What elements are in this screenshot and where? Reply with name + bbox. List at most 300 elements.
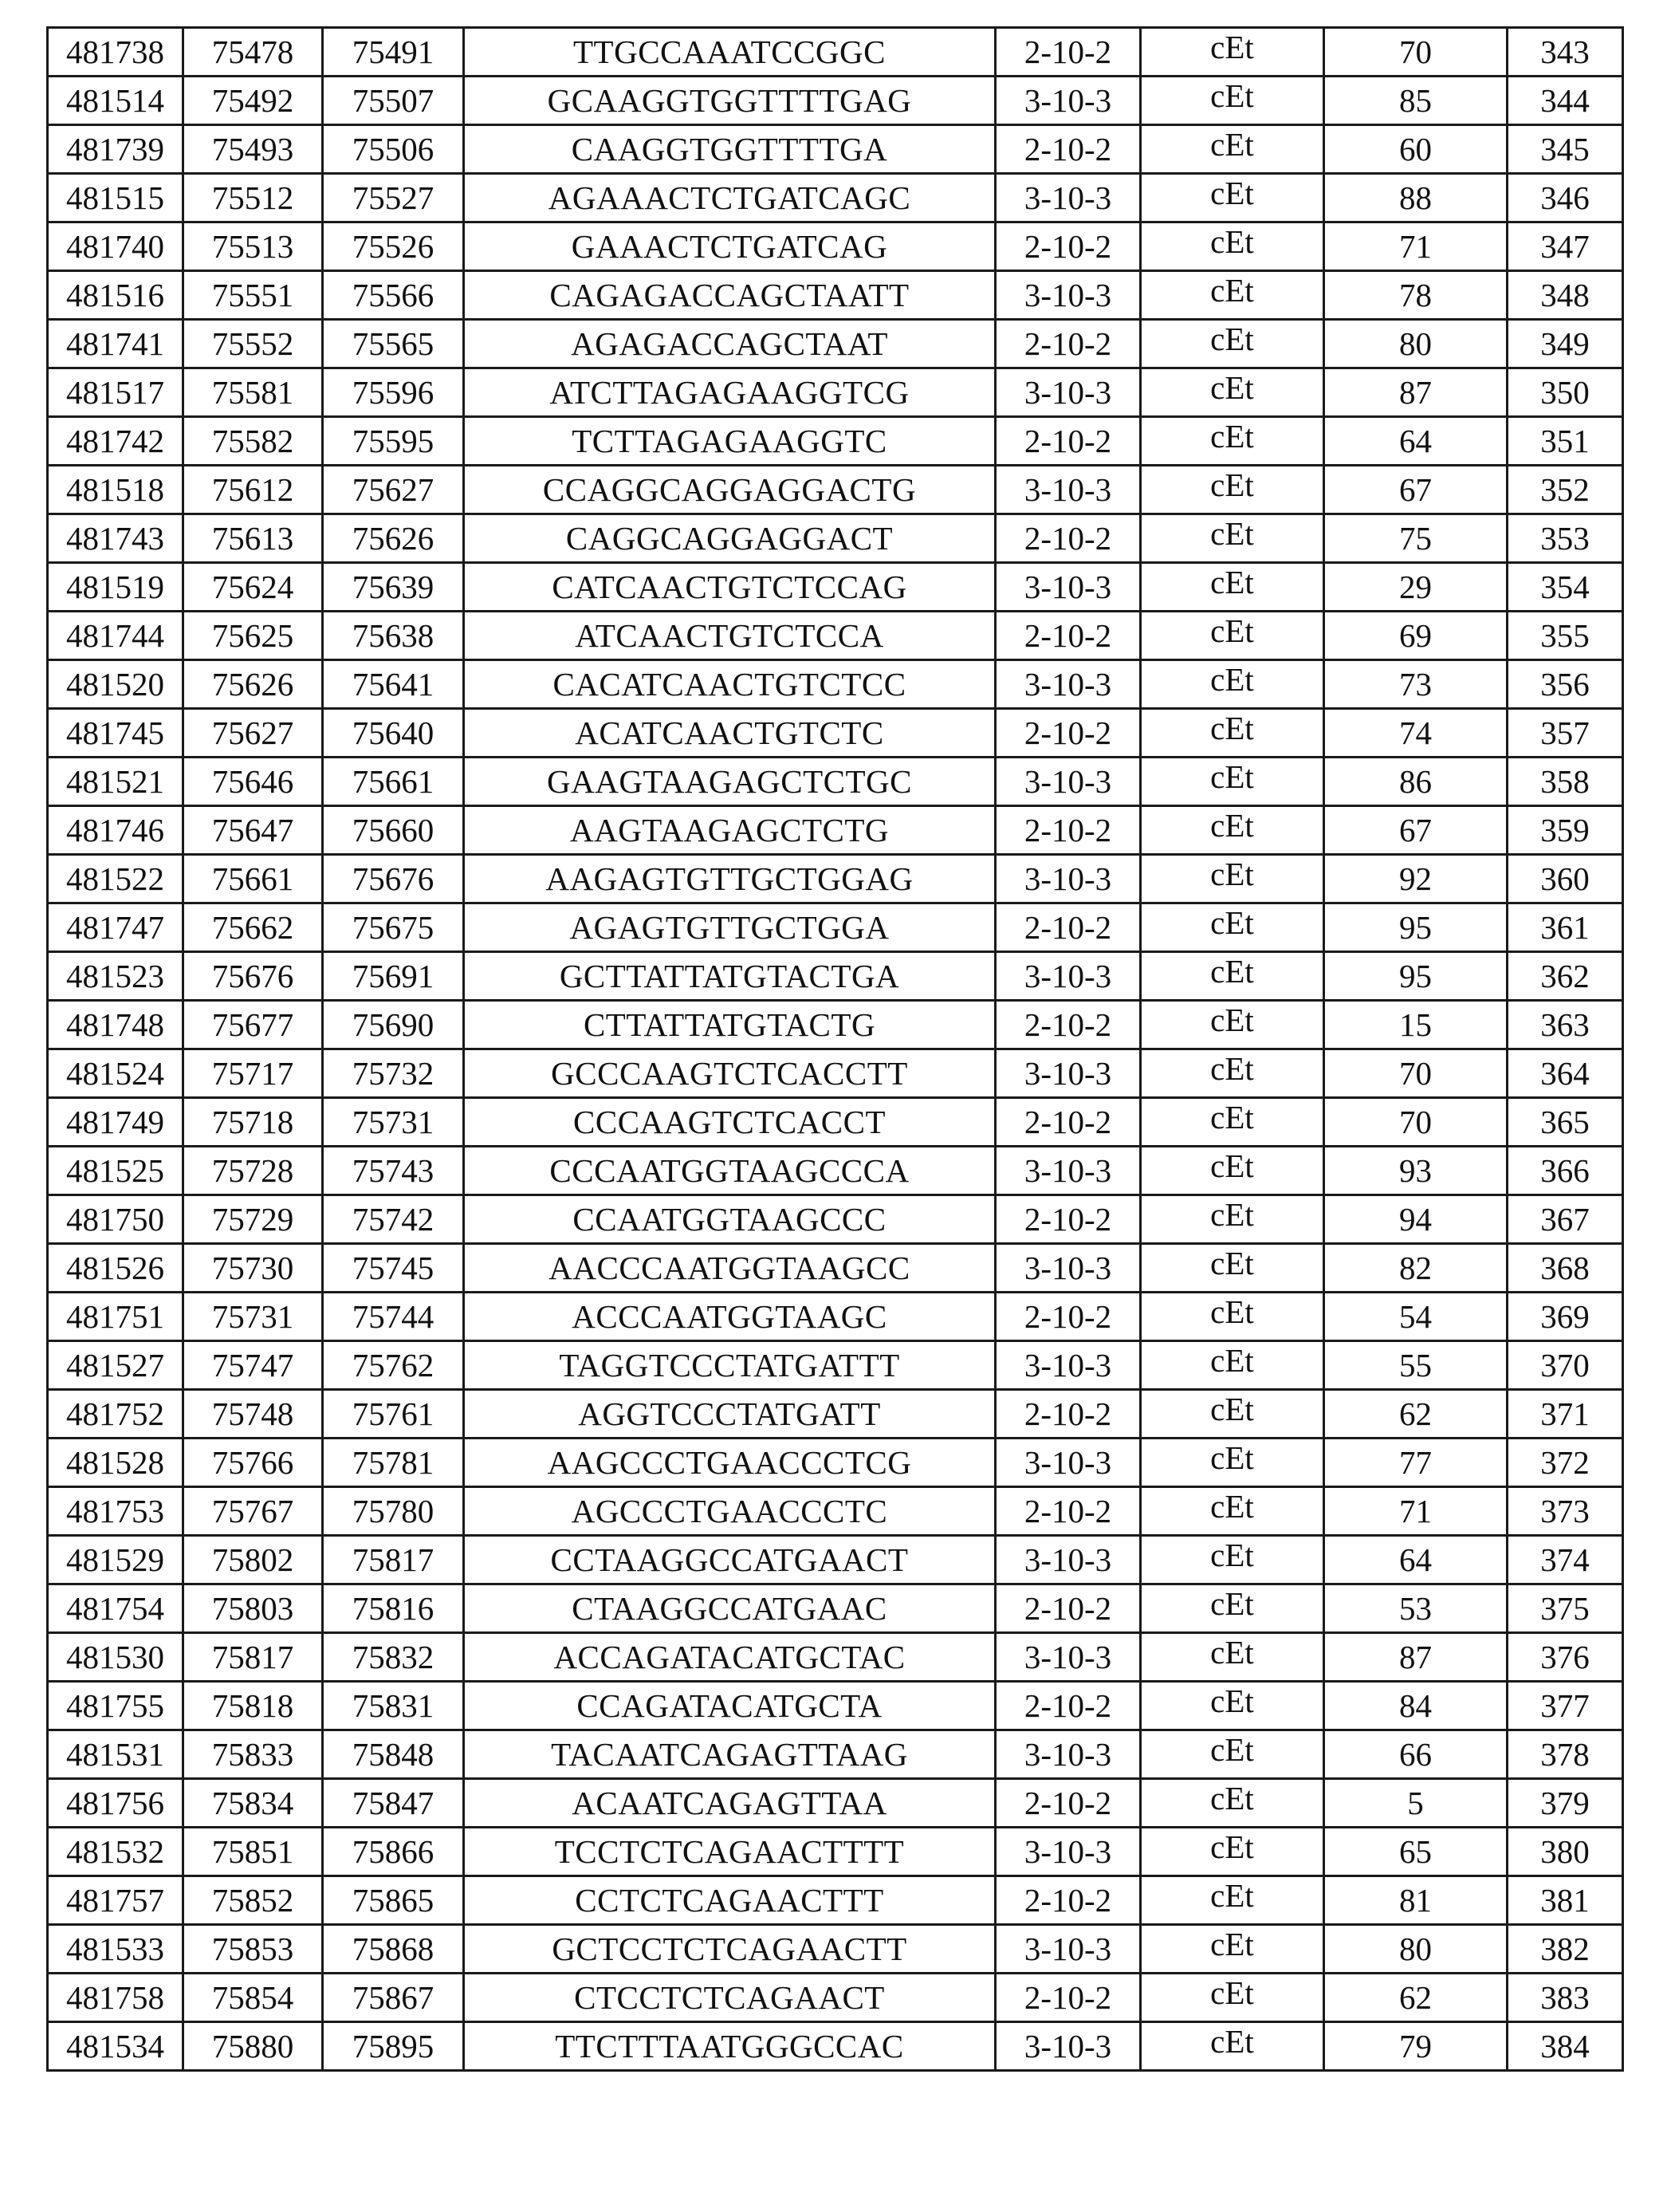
sequence-cell: TCTTAGAGAAGGTC <box>464 417 996 466</box>
chemistry-cell: cEt <box>1141 758 1324 806</box>
isis-no-cell: 481753 <box>48 1487 183 1536</box>
inhibition-cell: 64 <box>1324 417 1508 466</box>
sequence-cell: CAGGCAGGAGGACT <box>464 514 996 563</box>
chemistry-cell: cEt <box>1141 660 1324 709</box>
stop-site-cell: 75641 <box>323 660 464 709</box>
seq-id-cell: 362 <box>1508 952 1623 1001</box>
table-row <box>48 1341 1623 1390</box>
sequence-cell: CTTATTATGTACTG <box>464 1001 996 1049</box>
isis-no-cell: 481752 <box>48 1390 183 1439</box>
chemistry-cell: cEt <box>1141 1049 1324 1098</box>
start-site-cell: 75581 <box>183 368 323 417</box>
stop-site-cell: 75639 <box>323 563 464 612</box>
oligo-table <box>46 26 1624 2072</box>
start-site-cell: 75582 <box>183 417 323 466</box>
seq-id-cell: 373 <box>1508 1487 1623 1536</box>
table-row <box>48 1876 1623 1925</box>
motif-cell: 3-10-3 <box>996 466 1141 514</box>
chemistry-cell: cEt <box>1141 1536 1324 1584</box>
table-row <box>48 1487 1623 1536</box>
stop-site-cell: 75761 <box>323 1390 464 1439</box>
start-site-cell: 75647 <box>183 806 323 855</box>
motif-cell: 3-10-3 <box>996 1244 1141 1293</box>
stop-site-cell: 75895 <box>323 2022 464 2071</box>
sequence-cell: ACAATCAGAGTTAA <box>464 1779 996 1828</box>
motif-cell: 3-10-3 <box>996 1049 1141 1098</box>
chemistry-cell: cEt <box>1141 1195 1324 1244</box>
table-row <box>48 1974 1623 2022</box>
start-site-cell: 75717 <box>183 1049 323 1098</box>
stop-site-cell: 75640 <box>323 709 464 758</box>
inhibition-cell: 53 <box>1324 1584 1508 1633</box>
sequence-cell: AAGAGTGTTGCTGGAG <box>464 855 996 903</box>
start-site-cell: 75661 <box>183 855 323 903</box>
stop-site-cell: 75527 <box>323 174 464 222</box>
sequence-cell: GCCCAAGTCTCACCTT <box>464 1049 996 1098</box>
isis-no-cell: 481514 <box>48 77 183 125</box>
motif-cell: 2-10-2 <box>996 1001 1141 1049</box>
sequence-cell: ACATCAACTGTCTC <box>464 709 996 758</box>
isis-no-cell: 481740 <box>48 222 183 271</box>
isis-no-cell: 481746 <box>48 806 183 855</box>
table-row <box>48 174 1623 222</box>
start-site-cell: 75766 <box>183 1439 323 1487</box>
chemistry-cell: cEt <box>1141 1974 1324 2022</box>
motif-cell: 3-10-3 <box>996 1439 1141 1487</box>
sequence-cell: AACCCAATGGTAAGCC <box>464 1244 996 1293</box>
sequence-cell: ACCCAATGGTAAGC <box>464 1293 996 1341</box>
inhibition-cell: 86 <box>1324 758 1508 806</box>
chemistry-cell: cEt <box>1141 222 1324 271</box>
motif-cell: 3-10-3 <box>996 1633 1141 1682</box>
start-site-cell: 75625 <box>183 612 323 660</box>
inhibition-cell: 78 <box>1324 271 1508 320</box>
motif-cell: 3-10-3 <box>996 368 1141 417</box>
start-site-cell: 75512 <box>183 174 323 222</box>
inhibition-cell: 80 <box>1324 320 1508 368</box>
table-row <box>48 952 1623 1001</box>
seq-id-cell: 345 <box>1508 125 1623 174</box>
table-row <box>48 806 1623 855</box>
start-site-cell: 75767 <box>183 1487 323 1536</box>
motif-cell: 2-10-2 <box>996 417 1141 466</box>
start-site-cell: 75552 <box>183 320 323 368</box>
table-row <box>48 1244 1623 1293</box>
table-row <box>48 222 1623 271</box>
isis-no-cell: 481743 <box>48 514 183 563</box>
chemistry-cell: cEt <box>1141 2022 1324 2071</box>
seq-id-cell: 365 <box>1508 1098 1623 1147</box>
start-site-cell: 75492 <box>183 77 323 125</box>
motif-cell: 2-10-2 <box>996 1584 1141 1633</box>
chemistry-cell: cEt <box>1141 77 1324 125</box>
table-row <box>48 1584 1623 1633</box>
table-row <box>48 1390 1623 1439</box>
isis-no-cell: 481747 <box>48 903 183 952</box>
seq-id-cell: 356 <box>1508 660 1623 709</box>
table-body <box>48 28 1623 2071</box>
inhibition-cell: 5 <box>1324 1779 1508 1828</box>
chemistry-cell: cEt <box>1141 466 1324 514</box>
sequence-cell: AGAAACTCTGATCAGC <box>464 174 996 222</box>
isis-no-cell: 481532 <box>48 1828 183 1876</box>
chemistry-cell: cEt <box>1141 320 1324 368</box>
motif-cell: 3-10-3 <box>996 2022 1141 2071</box>
inhibition-cell: 62 <box>1324 1974 1508 2022</box>
inhibition-cell: 66 <box>1324 1730 1508 1779</box>
chemistry-cell: cEt <box>1141 1098 1324 1147</box>
isis-no-cell: 481738 <box>48 28 183 77</box>
motif-cell: 2-10-2 <box>996 1390 1141 1439</box>
table-row <box>48 1049 1623 1098</box>
isis-no-cell: 481516 <box>48 271 183 320</box>
seq-id-cell: 377 <box>1508 1682 1623 1730</box>
motif-cell: 2-10-2 <box>996 28 1141 77</box>
start-site-cell: 75626 <box>183 660 323 709</box>
stop-site-cell: 75675 <box>323 903 464 952</box>
motif-cell: 3-10-3 <box>996 1828 1141 1876</box>
chemistry-cell: cEt <box>1141 1876 1324 1925</box>
motif-cell: 3-10-3 <box>996 1341 1141 1390</box>
stop-site-cell: 75832 <box>323 1633 464 1682</box>
isis-no-cell: 481741 <box>48 320 183 368</box>
motif-cell: 3-10-3 <box>996 77 1141 125</box>
isis-no-cell: 481756 <box>48 1779 183 1828</box>
start-site-cell: 75818 <box>183 1682 323 1730</box>
inhibition-cell: 95 <box>1324 952 1508 1001</box>
chemistry-cell: cEt <box>1141 1682 1324 1730</box>
motif-cell: 2-10-2 <box>996 1195 1141 1244</box>
start-site-cell: 75854 <box>183 1974 323 2022</box>
stop-site-cell: 75627 <box>323 466 464 514</box>
start-site-cell: 75624 <box>183 563 323 612</box>
inhibition-cell: 73 <box>1324 660 1508 709</box>
table-row <box>48 1439 1623 1487</box>
isis-no-cell: 481750 <box>48 1195 183 1244</box>
isis-no-cell: 481742 <box>48 417 183 466</box>
sequence-cell: TTCTTTAATGGGCCAC <box>464 2022 996 2071</box>
isis-no-cell: 481525 <box>48 1147 183 1195</box>
stop-site-cell: 75732 <box>323 1049 464 1098</box>
seq-id-cell: 382 <box>1508 1925 1623 1974</box>
table-row <box>48 1828 1623 1876</box>
sequence-cell: TAGGTCCCTATGATTT <box>464 1341 996 1390</box>
table-row <box>48 417 1623 466</box>
stop-site-cell: 75596 <box>323 368 464 417</box>
table-row <box>48 1001 1623 1049</box>
inhibition-cell: 87 <box>1324 368 1508 417</box>
inhibition-cell: 88 <box>1324 174 1508 222</box>
seq-id-cell: 347 <box>1508 222 1623 271</box>
table-row <box>48 1195 1623 1244</box>
table-row <box>48 77 1623 125</box>
chemistry-cell: cEt <box>1141 1925 1324 1974</box>
stop-site-cell: 75744 <box>323 1293 464 1341</box>
stop-site-cell: 75506 <box>323 125 464 174</box>
seq-id-cell: 370 <box>1508 1341 1623 1390</box>
start-site-cell: 75833 <box>183 1730 323 1779</box>
motif-cell: 2-10-2 <box>996 1779 1141 1828</box>
seq-id-cell: 355 <box>1508 612 1623 660</box>
sequence-cell: CAGAGACCAGCTAATT <box>464 271 996 320</box>
isis-no-cell: 481745 <box>48 709 183 758</box>
isis-no-cell: 481520 <box>48 660 183 709</box>
inhibition-cell: 67 <box>1324 806 1508 855</box>
isis-no-cell: 481749 <box>48 1098 183 1147</box>
table-row <box>48 1147 1623 1195</box>
sequence-cell: GAAGTAAGAGCTCTGC <box>464 758 996 806</box>
inhibition-cell: 94 <box>1324 1195 1508 1244</box>
table-row <box>48 1633 1623 1682</box>
sequence-cell: CCAGATACATGCTA <box>464 1682 996 1730</box>
inhibition-cell: 55 <box>1324 1341 1508 1390</box>
motif-cell: 2-10-2 <box>996 1487 1141 1536</box>
sequence-cell: CCAGGCAGGAGGACTG <box>464 466 996 514</box>
inhibition-cell: 77 <box>1324 1439 1508 1487</box>
chemistry-cell: cEt <box>1141 1147 1324 1195</box>
inhibition-cell: 87 <box>1324 1633 1508 1682</box>
start-site-cell: 75817 <box>183 1633 323 1682</box>
start-site-cell: 75677 <box>183 1001 323 1049</box>
seq-id-cell: 367 <box>1508 1195 1623 1244</box>
seq-id-cell: 381 <box>1508 1876 1623 1925</box>
motif-cell: 2-10-2 <box>996 514 1141 563</box>
inhibition-cell: 74 <box>1324 709 1508 758</box>
stop-site-cell: 75817 <box>323 1536 464 1584</box>
inhibition-cell: 75 <box>1324 514 1508 563</box>
isis-no-cell: 481739 <box>48 125 183 174</box>
table-row <box>48 320 1623 368</box>
seq-id-cell: 379 <box>1508 1779 1623 1828</box>
chemistry-cell: cEt <box>1141 1584 1324 1633</box>
isis-no-cell: 481517 <box>48 368 183 417</box>
stop-site-cell: 75626 <box>323 514 464 563</box>
isis-no-cell: 481519 <box>48 563 183 612</box>
chemistry-cell: cEt <box>1141 1244 1324 1293</box>
sequence-cell: ACCAGATACATGCTAC <box>464 1633 996 1682</box>
isis-no-cell: 481522 <box>48 855 183 903</box>
inhibition-cell: 71 <box>1324 222 1508 271</box>
inhibition-cell: 84 <box>1324 1682 1508 1730</box>
start-site-cell: 75613 <box>183 514 323 563</box>
inhibition-cell: 95 <box>1324 903 1508 952</box>
stop-site-cell: 75526 <box>323 222 464 271</box>
table-row <box>48 660 1623 709</box>
start-site-cell: 75551 <box>183 271 323 320</box>
isis-no-cell: 481528 <box>48 1439 183 1487</box>
stop-site-cell: 75566 <box>323 271 464 320</box>
stop-site-cell: 75868 <box>323 1925 464 1974</box>
seq-id-cell: 364 <box>1508 1049 1623 1098</box>
table-row <box>48 466 1623 514</box>
inhibition-cell: 82 <box>1324 1244 1508 1293</box>
seq-id-cell: 369 <box>1508 1293 1623 1341</box>
stop-site-cell: 75491 <box>323 28 464 77</box>
motif-cell: 3-10-3 <box>996 1925 1141 1974</box>
motif-cell: 2-10-2 <box>996 1682 1141 1730</box>
chemistry-cell: cEt <box>1141 1390 1324 1439</box>
inhibition-cell: 60 <box>1324 125 1508 174</box>
chemistry-cell: cEt <box>1141 806 1324 855</box>
stop-site-cell: 75661 <box>323 758 464 806</box>
isis-no-cell: 481526 <box>48 1244 183 1293</box>
sequence-cell: CCTCTCAGAACTTT <box>464 1876 996 1925</box>
chemistry-cell: cEt <box>1141 1730 1324 1779</box>
stop-site-cell: 75507 <box>323 77 464 125</box>
sequence-cell: CCCAATGGTAAGCCCA <box>464 1147 996 1195</box>
stop-site-cell: 75780 <box>323 1487 464 1536</box>
start-site-cell: 75478 <box>183 28 323 77</box>
isis-no-cell: 481531 <box>48 1730 183 1779</box>
sequence-cell: CACATCAACTGTCTCC <box>464 660 996 709</box>
chemistry-cell: cEt <box>1141 903 1324 952</box>
sequence-cell: GCTCCTCTCAGAACTT <box>464 1925 996 1974</box>
motif-cell: 3-10-3 <box>996 1536 1141 1584</box>
seq-id-cell: 351 <box>1508 417 1623 466</box>
inhibition-cell: 80 <box>1324 1925 1508 1974</box>
inhibition-cell: 85 <box>1324 77 1508 125</box>
stop-site-cell: 75816 <box>323 1584 464 1633</box>
table-row <box>48 271 1623 320</box>
isis-no-cell: 481518 <box>48 466 183 514</box>
start-site-cell: 75513 <box>183 222 323 271</box>
stop-site-cell: 75595 <box>323 417 464 466</box>
motif-cell: 3-10-3 <box>996 174 1141 222</box>
chemistry-cell: cEt <box>1141 1001 1324 1049</box>
sequence-cell: CTAAGGCCATGAAC <box>464 1584 996 1633</box>
seq-id-cell: 343 <box>1508 28 1623 77</box>
seq-id-cell: 359 <box>1508 806 1623 855</box>
chemistry-cell: cEt <box>1141 1439 1324 1487</box>
table-row <box>48 1293 1623 1341</box>
table-row <box>48 125 1623 174</box>
stop-site-cell: 75865 <box>323 1876 464 1925</box>
table-row <box>48 855 1623 903</box>
isis-no-cell: 481524 <box>48 1049 183 1098</box>
chemistry-cell: cEt <box>1141 271 1324 320</box>
isis-no-cell: 481751 <box>48 1293 183 1341</box>
isis-no-cell: 481755 <box>48 1682 183 1730</box>
start-site-cell: 75802 <box>183 1536 323 1584</box>
motif-cell: 2-10-2 <box>996 222 1141 271</box>
motif-cell: 2-10-2 <box>996 320 1141 368</box>
sequence-cell: AAGTAAGAGCTCTG <box>464 806 996 855</box>
stop-site-cell: 75866 <box>323 1828 464 1876</box>
stop-site-cell: 75660 <box>323 806 464 855</box>
inhibition-cell: 29 <box>1324 563 1508 612</box>
sequence-cell: TACAATCAGAGTTAAG <box>464 1730 996 1779</box>
start-site-cell: 75729 <box>183 1195 323 1244</box>
chemistry-cell: cEt <box>1141 417 1324 466</box>
stop-site-cell: 75676 <box>323 855 464 903</box>
motif-cell: 2-10-2 <box>996 1974 1141 2022</box>
start-site-cell: 75627 <box>183 709 323 758</box>
table-row <box>48 368 1623 417</box>
chemistry-cell: cEt <box>1141 952 1324 1001</box>
start-site-cell: 75718 <box>183 1098 323 1147</box>
inhibition-cell: 64 <box>1324 1536 1508 1584</box>
seq-id-cell: 366 <box>1508 1147 1623 1195</box>
table-row <box>48 1098 1623 1147</box>
seq-id-cell: 384 <box>1508 2022 1623 2071</box>
sequence-cell: GAAACTCTGATCAG <box>464 222 996 271</box>
seq-id-cell: 374 <box>1508 1536 1623 1584</box>
start-site-cell: 75728 <box>183 1147 323 1195</box>
sequence-cell: AGAGTGTTGCTGGA <box>464 903 996 952</box>
chemistry-cell: cEt <box>1141 1341 1324 1390</box>
start-site-cell: 75803 <box>183 1584 323 1633</box>
inhibition-cell: 65 <box>1324 1828 1508 1876</box>
motif-cell: 3-10-3 <box>996 1147 1141 1195</box>
inhibition-cell: 70 <box>1324 1098 1508 1147</box>
inhibition-cell: 67 <box>1324 466 1508 514</box>
motif-cell: 3-10-3 <box>996 855 1141 903</box>
start-site-cell: 75646 <box>183 758 323 806</box>
chemistry-cell: cEt <box>1141 28 1324 77</box>
stop-site-cell: 75690 <box>323 1001 464 1049</box>
sequence-cell: AGGTCCCTATGATT <box>464 1390 996 1439</box>
table-row <box>48 1730 1623 1779</box>
sequence-cell: AAGCCCTGAACCCTCG <box>464 1439 996 1487</box>
seq-id-cell: 360 <box>1508 855 1623 903</box>
table-row <box>48 1536 1623 1584</box>
start-site-cell: 75880 <box>183 2022 323 2071</box>
seq-id-cell: 357 <box>1508 709 1623 758</box>
seq-id-cell: 353 <box>1508 514 1623 563</box>
inhibition-cell: 69 <box>1324 612 1508 660</box>
table-row <box>48 514 1623 563</box>
start-site-cell: 75731 <box>183 1293 323 1341</box>
inhibition-cell: 92 <box>1324 855 1508 903</box>
isis-no-cell: 481534 <box>48 2022 183 2071</box>
inhibition-cell: 79 <box>1324 2022 1508 2071</box>
chemistry-cell: cEt <box>1141 855 1324 903</box>
chemistry-cell: cEt <box>1141 612 1324 660</box>
motif-cell: 3-10-3 <box>996 1730 1141 1779</box>
sequence-cell: AGCCCTGAACCCTC <box>464 1487 996 1536</box>
seq-id-cell: 350 <box>1508 368 1623 417</box>
motif-cell: 2-10-2 <box>996 1098 1141 1147</box>
table-row <box>48 709 1623 758</box>
start-site-cell: 75851 <box>183 1828 323 1876</box>
motif-cell: 3-10-3 <box>996 758 1141 806</box>
sequence-cell: ATCAACTGTCTCCA <box>464 612 996 660</box>
chemistry-cell: cEt <box>1141 368 1324 417</box>
sequence-cell: CATCAACTGTCTCCAG <box>464 563 996 612</box>
seq-id-cell: 368 <box>1508 1244 1623 1293</box>
start-site-cell: 75748 <box>183 1390 323 1439</box>
seq-id-cell: 380 <box>1508 1828 1623 1876</box>
chemistry-cell: cEt <box>1141 1633 1324 1682</box>
start-site-cell: 75676 <box>183 952 323 1001</box>
motif-cell: 3-10-3 <box>996 271 1141 320</box>
inhibition-cell: 93 <box>1324 1147 1508 1195</box>
inhibition-cell: 71 <box>1324 1487 1508 1536</box>
stop-site-cell: 75691 <box>323 952 464 1001</box>
seq-id-cell: 348 <box>1508 271 1623 320</box>
seq-id-cell: 358 <box>1508 758 1623 806</box>
sequence-cell: CAAGGTGGTTTTGA <box>464 125 996 174</box>
chemistry-cell: cEt <box>1141 709 1324 758</box>
motif-cell: 3-10-3 <box>996 952 1141 1001</box>
table-row <box>48 903 1623 952</box>
table-row <box>48 2022 1623 2071</box>
inhibition-cell: 54 <box>1324 1293 1508 1341</box>
start-site-cell: 75747 <box>183 1341 323 1390</box>
start-site-cell: 75612 <box>183 466 323 514</box>
isis-no-cell: 481529 <box>48 1536 183 1584</box>
seq-id-cell: 346 <box>1508 174 1623 222</box>
